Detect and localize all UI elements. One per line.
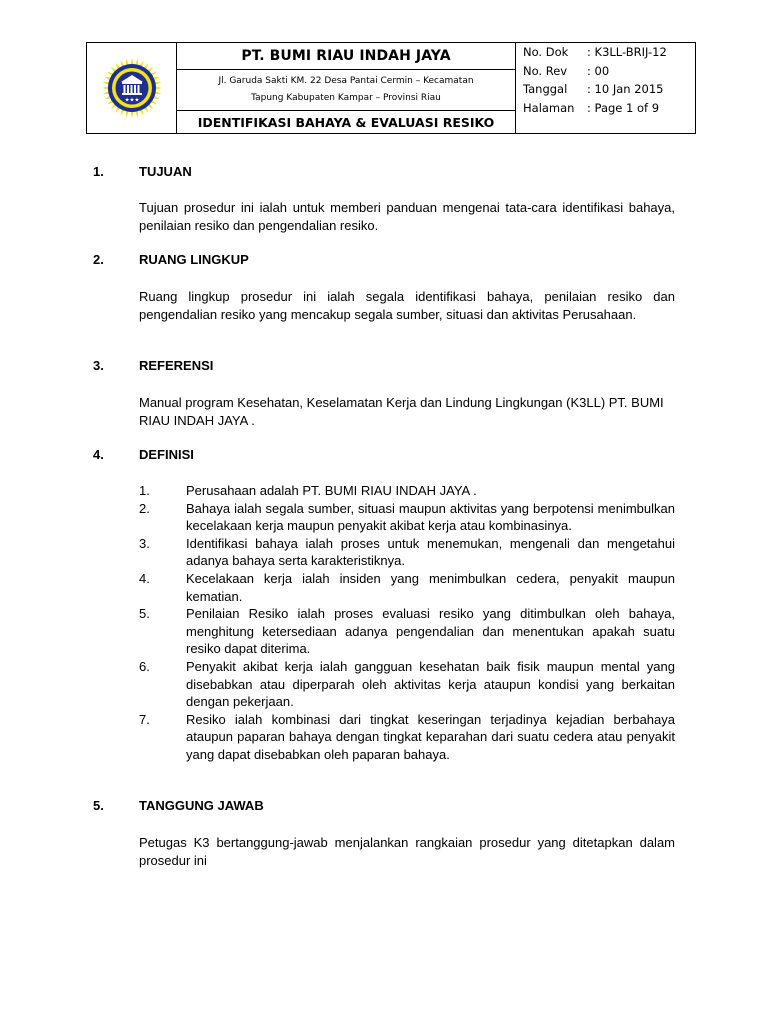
logo-cell	[87, 43, 177, 133]
list-item	[139, 500, 675, 535]
list-item-number: 1.	[139, 483, 150, 498]
list-item	[139, 605, 675, 658]
list-item-text: Kecelakaan kerja ialah insiden yang menimbulkan cedera, penyakit maupun kematian.	[186, 570, 675, 604]
section-title: REFERENSI	[139, 358, 214, 373]
meta-row-revision	[523, 62, 695, 81]
list-item-text: Resiko ialah kombinasi dari tingkat keseringan terjadinya kejadian berbahaya ataupun paparan bahaya dengan tingkat keparahan dari suatu cedera atau penyakit yang dapat disebabkan oleh paparan bahaya.	[186, 711, 675, 762]
list-item-text: Bahaya ialah segala sumber, situasi maupun aktivitas yang berpotensi menimbulkan kecelakaan kerja maupun penyakit akibat kerja atau kombinasinya.	[186, 500, 675, 534]
section-heading-tanggung-jawab	[93, 798, 264, 813]
section-heading-ruang-lingkup	[93, 252, 249, 267]
meta-label: No. Rev	[523, 63, 568, 78]
section-title: DEFINISI	[139, 447, 194, 462]
section-number: 1.	[93, 164, 104, 179]
list-item-text: Perusahaan adalah PT. BUMI RIAU INDAH JAYA .	[186, 483, 477, 498]
section-heading-referensi	[93, 358, 213, 373]
document-title: IDENTIFIKASI BAHAYA & EVALUASI RESIKO	[197, 114, 495, 130]
section-paragraph-ruang-lingkup: Ruang lingkup prosedur ini ialah segala identifikasi bahaya, penilaian resiko dan pengendalian resiko yang mencakup segala sumber, situasi dan aktivitas Perusahaan.	[139, 289, 675, 322]
company-name: PT. BUMI RIAU INDAH JAYA	[177, 43, 515, 70]
section-heading-tujuan	[93, 164, 192, 179]
section-number: 3.	[93, 358, 104, 373]
document-meta	[516, 43, 695, 133]
section-number: 4.	[93, 447, 104, 462]
meta-row-doc-no	[523, 43, 695, 62]
logo-ray	[130, 111, 133, 118]
meta-value: : K3LL-BRIJ-12	[587, 45, 667, 60]
section-paragraph-referensi: Manual program Kesehatan, Keselamatan Kerja dan Lindung Lingkungan (K3LL) PT. BUMI RIAU INDAH JAYA .	[139, 395, 664, 428]
meta-value: : 00	[587, 63, 610, 78]
list-item-number: 6.	[139, 658, 150, 674]
address-line-1: Jl. Garuda Sakti KM. 22 Desa Pantai Cermin – Kecamatan	[218, 76, 474, 86]
list-item	[139, 535, 675, 570]
section-title: TANGGUNG JAWAB	[139, 798, 264, 813]
meta-value: : 10 Jan 2015	[587, 82, 664, 97]
company-logo-icon	[100, 56, 164, 120]
company-address	[177, 70, 515, 111]
list-item-text: Identifikasi bahaya ialah proses untuk menemukan, mengenali dan mengetahui adanya bahaya serta karakteristiknya.	[186, 535, 675, 569]
logo-ray	[130, 58, 133, 65]
list-item-number: 7.	[139, 711, 150, 727]
section-paragraph-tujuan: Tujuan prosedur ini ialah untuk memberi panduan mengenai tata-cara identifikasi bahaya, penilaian resiko dan pengendalian resiko.	[139, 200, 675, 233]
meta-label: No. Dok	[523, 45, 569, 60]
list-item	[139, 482, 675, 500]
logo-ray	[102, 86, 109, 89]
list-item-text: Penyakit akibat kerja ialah gangguan kesehatan baik fisik maupun mental yang disebabkan atau diperparah oleh aktivitas kerja ataupun kondisi yang berkaitan dengan pekerjaan.	[186, 658, 675, 710]
logo-ray	[154, 86, 161, 89]
list-item	[139, 658, 675, 711]
definition-list	[139, 482, 675, 764]
section-title: TUJUAN	[139, 164, 192, 179]
svg-text:★★★: ★★★	[124, 97, 139, 104]
list-item-number: 3.	[139, 535, 150, 551]
list-item-number: 2.	[139, 500, 150, 516]
section-paragraph-tanggung-jawab: Petugas K3 bertanggung-jawab menjalankan rangkaian prosedur yang ditetapkan dalam prosedur ini	[139, 835, 675, 868]
section-number: 5.	[93, 798, 104, 813]
list-item-number: 5.	[139, 606, 150, 622]
section-number: 2.	[93, 252, 104, 267]
header-center	[177, 43, 516, 133]
list-item-text: Penilaian Resiko ialah proses evaluasi resiko yang ditimbulkan oleh bahaya, menghitung ketersediaan adanya pengendalian dan menentukan apakah suatu resiko dapat diterima.	[186, 606, 675, 657]
meta-row-date	[523, 80, 695, 99]
document-header	[86, 42, 696, 134]
list-item	[139, 711, 675, 764]
section-heading-definisi	[93, 447, 194, 462]
list-item-number: 4.	[139, 570, 150, 586]
meta-label: Halaman	[523, 100, 575, 115]
meta-value: : Page 1 of 9	[587, 100, 660, 115]
meta-label: Tanggal	[523, 82, 568, 97]
section-title: RUANG LINGKUP	[139, 252, 249, 267]
meta-row-page	[523, 99, 695, 118]
list-item	[139, 570, 675, 605]
address-line-2: Tapung Kabupaten Kampar – Provinsi Riau	[251, 93, 441, 103]
